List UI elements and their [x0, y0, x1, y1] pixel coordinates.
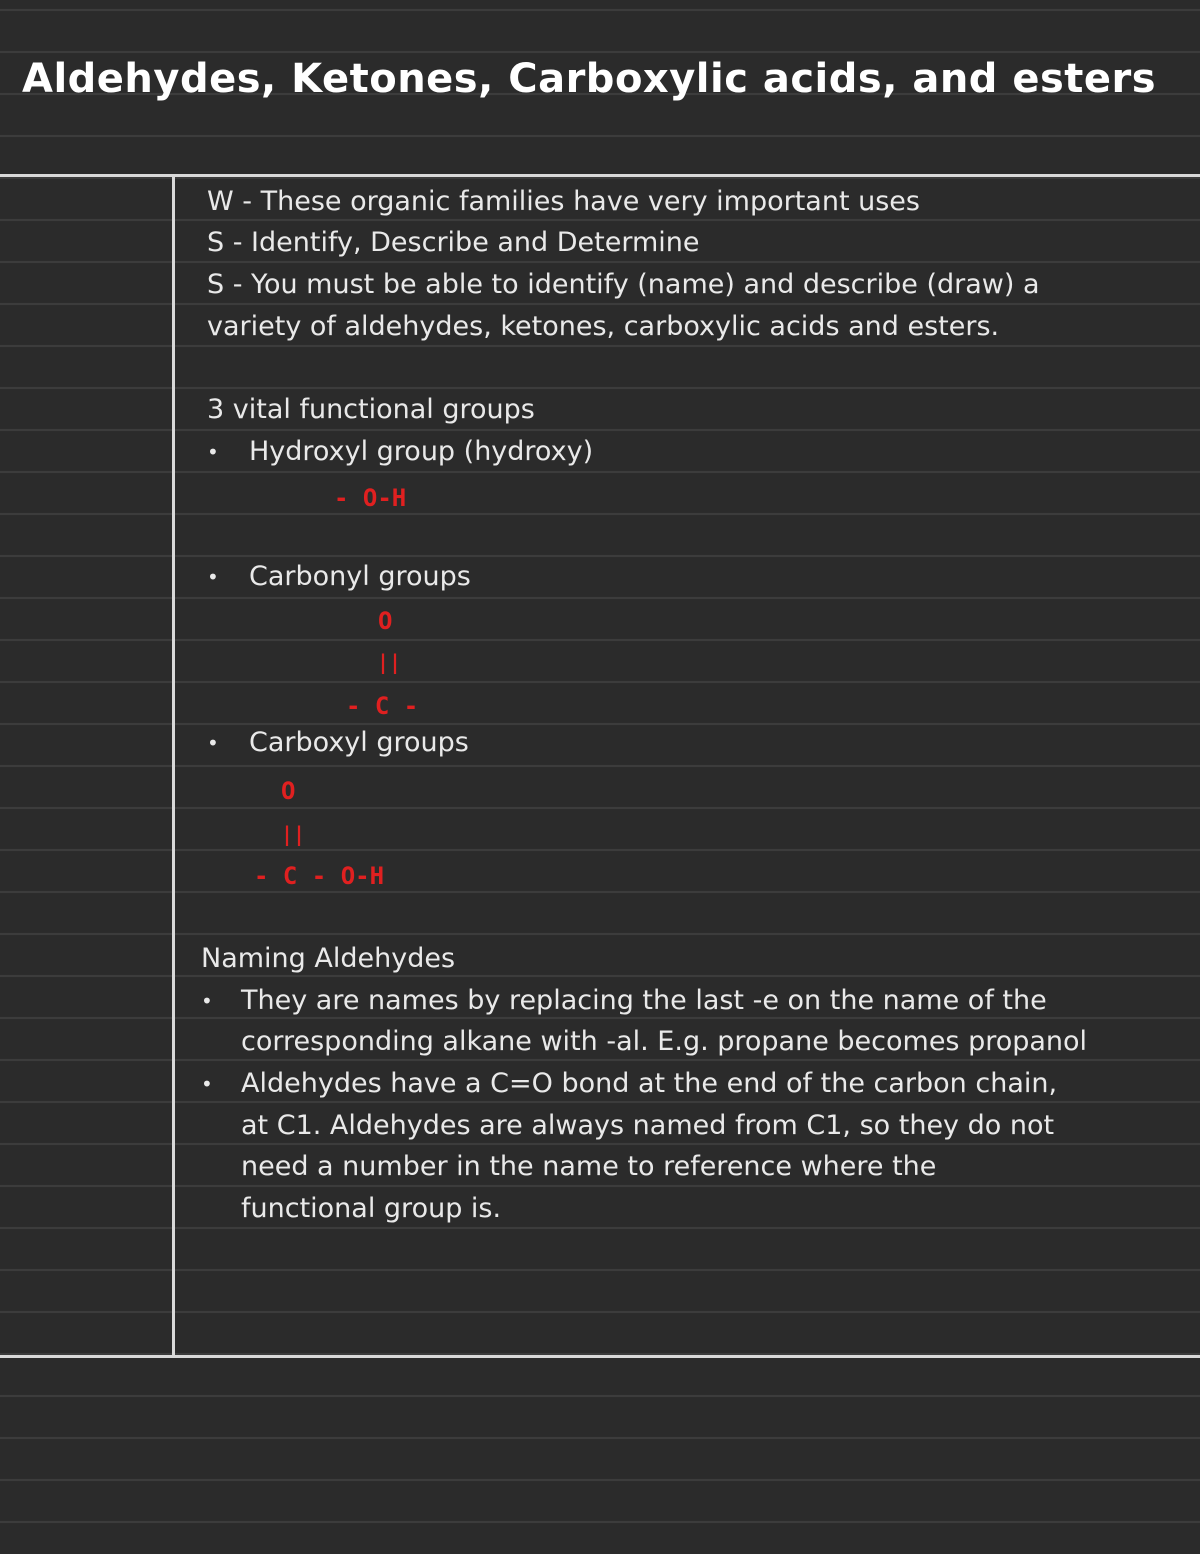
footer-divider — [0, 1355, 1200, 1358]
naming-point2-line2: at C1. Aldehydes are always named from C1, so they do not — [241, 1110, 1055, 1141]
wss-success-line1: S - You must be able to identify (name) and describe (draw) a — [207, 269, 1040, 300]
carboxyl-double-bond: || — [281, 822, 306, 846]
carboxyl-chain: - C - O-H — [254, 862, 385, 890]
carbonyl-double-bond: || — [377, 650, 402, 674]
hydroxyl-formula: - O-H — [334, 484, 407, 512]
wss-skill: S - Identify, Describe and Determine — [207, 227, 700, 258]
bullet-icon: • — [207, 565, 219, 589]
carbonyl-oxygen: O — [378, 607, 393, 635]
header-divider — [0, 174, 1200, 177]
hydroxyl-label: Hydroxyl group (hydroxy) — [249, 436, 594, 467]
margin-divider — [172, 176, 175, 1357]
carboxyl-label: Carboxyl groups — [249, 727, 469, 758]
wss-what: W - These organic families have very important uses — [207, 186, 920, 217]
carbonyl-carbon: - C - — [346, 692, 419, 720]
bullet-icon: • — [207, 731, 219, 755]
naming-point1-line2: corresponding alkane with -al. E.g. propane becomes propanol — [241, 1026, 1088, 1057]
bullet-icon: • — [201, 989, 213, 1013]
wss-success-line2: variety of aldehydes, ketones, carboxylic acids and esters. — [207, 311, 1000, 342]
naming-point2-line1: Aldehydes have a C=O bond at the end of the carbon chain, — [241, 1068, 1058, 1099]
bullet-icon: • — [201, 1072, 213, 1096]
naming-point1-line1: They are names by replacing the last -e on the name of the — [241, 985, 1047, 1016]
naming-aldehydes-heading: Naming Aldehydes — [201, 943, 456, 974]
naming-point2-line4: functional group is. — [241, 1193, 502, 1224]
functional-groups-heading: 3 vital functional groups — [207, 394, 535, 425]
naming-point2-line3: need a number in the name to reference where the — [241, 1151, 937, 1182]
bullet-icon: • — [207, 440, 219, 464]
carboxyl-oxygen: O — [281, 777, 296, 805]
carbonyl-label: Carbonyl groups — [249, 561, 471, 592]
page-title: Aldehydes, Ketones, Carboxylic acids, and esters — [22, 56, 1157, 102]
